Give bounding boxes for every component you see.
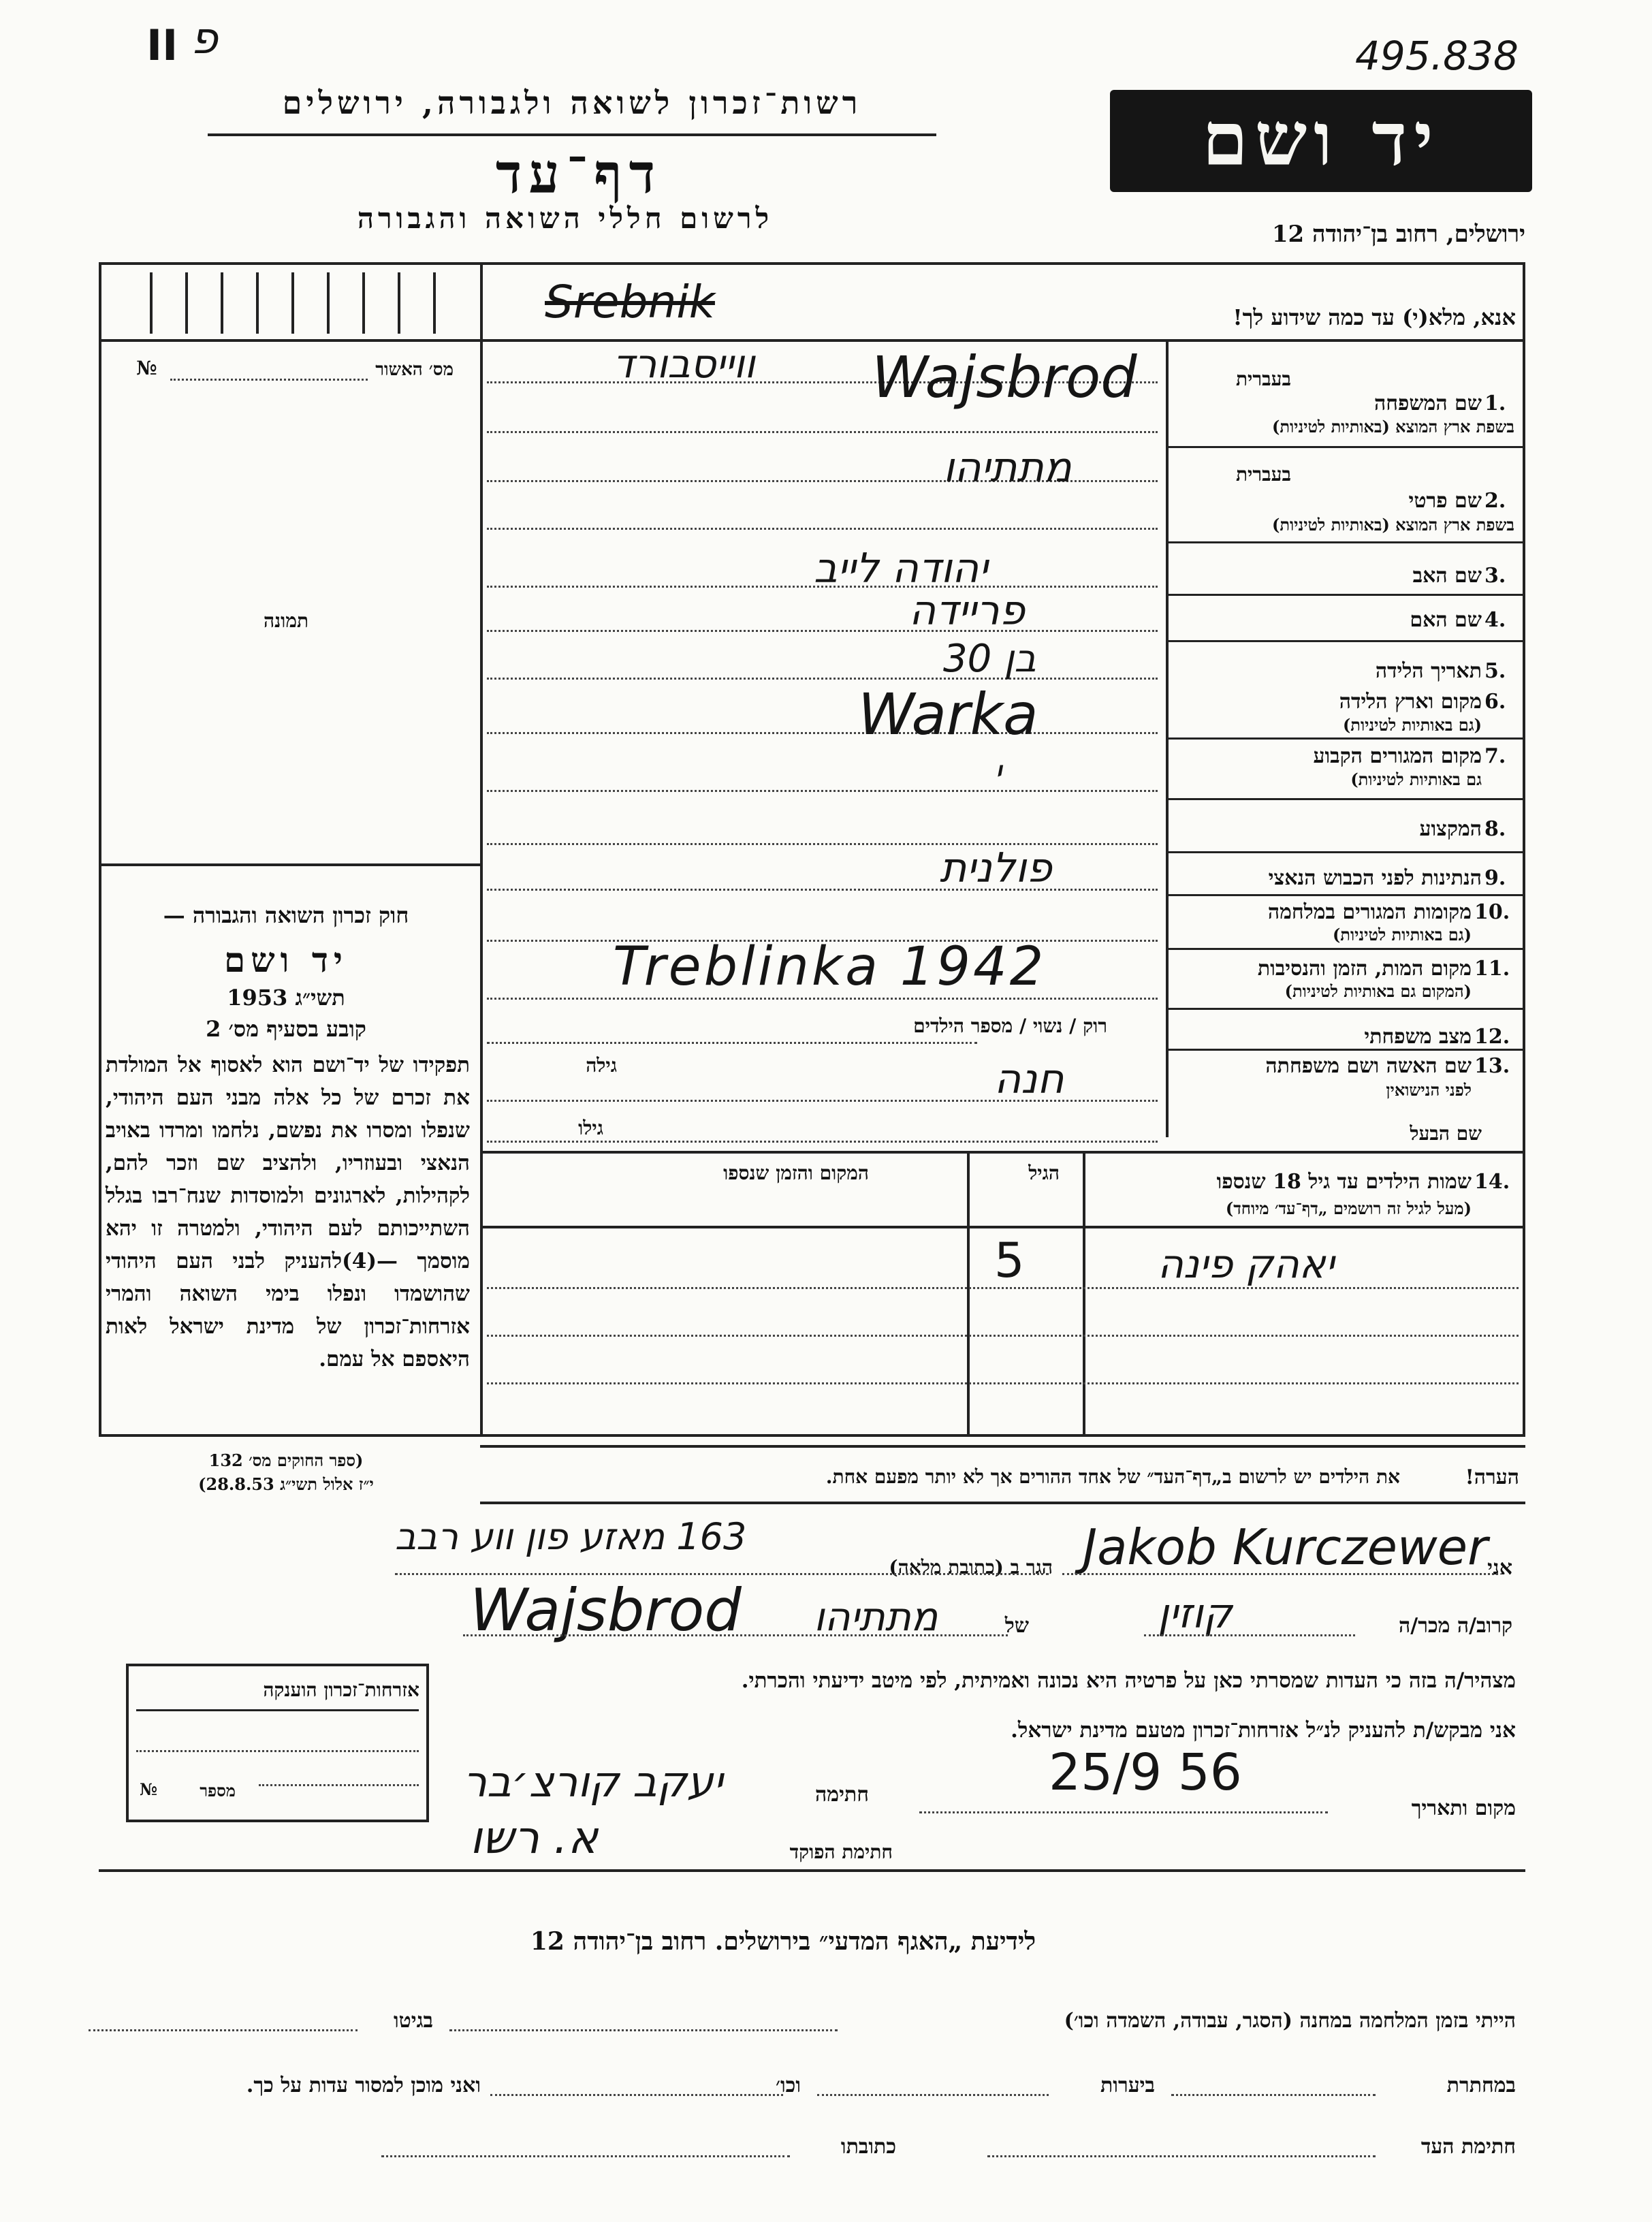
bottom-line1: הייתי בזמן המלחמה במחנה (הסגר, עבודה, השמדה וכו׳) xyxy=(1064,2009,1516,2033)
answer-line-husband[interactable] xyxy=(487,1141,1158,1143)
child-age: 5 xyxy=(994,1233,1025,1288)
bottom-etc: וכו׳ xyxy=(776,2074,801,2097)
law-text: תפקידו של יד־ושם הוא לאסוף אל המולדת את זכרם של כל אלה מבני העם היהודי, שנפלו ומסרו את נפשם, נלחמו ומרדו באויב הנאצי ובעוזריו, ולהציב שם וזכר להם, לקהילות, לארגונים ולמוסדות שנח־רבו בגלל השתייכותם לעם היהודי, ולמטרה זו יהא מוסמך —(4)להעניק לבני העם היהודי שהושמדו ונפלו בימי השואה והמרי אזרחות־זכרון של מדינת ישראל לאות היאספם אל עמם. xyxy=(106,1053,470,1371)
f4-bottom xyxy=(1169,640,1525,642)
f13-wife-age-label: גילה xyxy=(586,1054,617,1077)
bottom-underground-field[interactable] xyxy=(1171,2094,1376,2096)
answer-mother: פריידה xyxy=(909,587,1026,635)
law-reference-1: (ספר החוקים מס׳ 132 xyxy=(208,1450,364,1470)
officer-hand: א. רשו xyxy=(470,1811,599,1864)
f6-bottom xyxy=(1169,737,1525,740)
form-subtitle: לרשום חללי השואה והגבורה xyxy=(357,202,774,235)
f10-bottom xyxy=(1169,948,1525,950)
of-name-lat: Wajsbrod xyxy=(470,1576,742,1645)
answer-residence: י xyxy=(994,752,1002,792)
citizenship-title-underline xyxy=(136,1709,419,1711)
f11-number: 11. xyxy=(1474,957,1510,981)
f1-number: 1. xyxy=(1484,392,1506,415)
answer-line-nationality[interactable] xyxy=(487,889,1158,891)
f13-number: 13. xyxy=(1474,1054,1510,1078)
f6-sub: (גם באותיות לטיניות) xyxy=(1342,715,1482,735)
f2-number: 2. xyxy=(1484,489,1506,513)
children-table-top xyxy=(480,1151,1525,1154)
corner-roman-mark: II xyxy=(146,20,178,70)
answer-line-surname-lat[interactable] xyxy=(487,431,1158,433)
children-col-divider-2 xyxy=(1083,1151,1085,1437)
f2-sub: בשפת ארץ המוצא (באותיות לטיניות) xyxy=(1272,515,1514,535)
bottom-address: כתובתו xyxy=(840,2135,896,2159)
place-date-line[interactable] xyxy=(919,1811,1328,1813)
f2-bottom xyxy=(1169,541,1525,543)
f1-hebrew-tag: בעברית xyxy=(1235,368,1291,390)
children-row-2[interactable] xyxy=(487,1335,1519,1337)
bottom-underground: במחתרת xyxy=(1446,2074,1516,2097)
answer-line-birth[interactable] xyxy=(487,678,1158,680)
f8-label: המקצוע xyxy=(1419,817,1482,841)
officer-label: חתימת הפוקד xyxy=(789,1841,893,1863)
f7-label: מקום המגורים הקבוע xyxy=(1313,744,1482,768)
f2-label: שם פרטי xyxy=(1408,489,1482,513)
of-name-heb: מתתיהו xyxy=(814,1593,938,1640)
authority-name: רשות־זכרון לשואה ולגבורה, ירושלים xyxy=(282,84,862,121)
answer-line-birthplace[interactable] xyxy=(487,732,1158,734)
note-row-top xyxy=(480,1445,1525,1448)
bottom-line1-field[interactable] xyxy=(449,2029,838,2031)
f10-number: 10. xyxy=(1474,900,1510,924)
f5-label: תאריך הלידה xyxy=(1375,659,1482,683)
col-place-header: המקום והזמן שנספו xyxy=(723,1162,869,1184)
f11-bottom xyxy=(1169,1008,1525,1010)
answer-father: יהודה לייב xyxy=(814,545,988,592)
f3-number: 3. xyxy=(1484,564,1506,588)
citizenship-no-mark: № xyxy=(140,1779,158,1799)
bottom-witness-signature-field[interactable] xyxy=(987,2155,1376,2157)
f13-label: שם האשה ושם משפחתה xyxy=(1265,1054,1472,1078)
husband-label: שם הבעל xyxy=(1410,1122,1482,1145)
f11-sub: (המקום גם באותיות לטיניות) xyxy=(1284,981,1472,1001)
declaration-ani: אני xyxy=(1487,1556,1512,1580)
approval-number-line[interactable] xyxy=(170,379,368,381)
answer-firstname-heb: מתתיהו xyxy=(943,444,1072,492)
corner-pei-mark: פ xyxy=(191,14,218,64)
bottom-etc-field[interactable] xyxy=(490,2094,783,2096)
bottom-heading: לידיעת „האגף המדעי״ בירושלים. רחוב בן־יהודה 12 xyxy=(530,1927,1036,1956)
f12-label: מצב משפחתי xyxy=(1364,1025,1472,1049)
f5-number: 5. xyxy=(1484,659,1506,683)
witness-name: Jakob Kurczewer xyxy=(1083,1519,1488,1576)
photo-area-bottom xyxy=(99,863,481,866)
answer-surname-lat: Wajsbrod xyxy=(872,344,1137,411)
f13-sub: לפני הנישואין xyxy=(1386,1080,1472,1100)
answer-line-firstname-lat[interactable] xyxy=(487,528,1158,530)
f14-number: 14. xyxy=(1474,1170,1510,1194)
logo-text: יד ושם xyxy=(1202,97,1440,182)
answer-line-residence[interactable] xyxy=(487,790,1158,792)
bottom-witness-signature: חתימת העד xyxy=(1420,2135,1516,2159)
of-label: של xyxy=(1004,1614,1029,1638)
f4-number: 4. xyxy=(1484,608,1506,632)
witness-name-line[interactable] xyxy=(1062,1573,1498,1575)
fill-prompt: אנא, מלא(י) עד כמה שידוע לך! xyxy=(1233,304,1516,330)
crossed-surname: Srebnik xyxy=(545,276,715,328)
answer-line-mother[interactable] xyxy=(487,630,1158,632)
approval-no-mark: № xyxy=(136,357,157,379)
answer-birthplace: Warka xyxy=(858,681,1038,748)
answer-death: Treblinka 1942 xyxy=(613,936,1047,998)
citizenship-line-2[interactable] xyxy=(259,1784,419,1786)
place-date-label: מקום ותאריך xyxy=(1411,1796,1516,1820)
of-name-line[interactable] xyxy=(463,1634,1008,1636)
law-year: תשי״ג 1953 xyxy=(227,985,345,1011)
approval-number-label: מס׳ האשור xyxy=(375,360,454,380)
header-address: ירושלים, רחוב בן־יהודה 12 xyxy=(1271,221,1525,248)
f4-label: שם האם xyxy=(1410,608,1482,632)
bottom-ghetto-field[interactable] xyxy=(89,2029,358,2031)
law-title: חוק זכרון השואה והגבורה — xyxy=(163,902,409,928)
f6-number: 6. xyxy=(1484,690,1506,714)
husband-age-label: גילו xyxy=(578,1117,603,1139)
answer-nationality: פולנית xyxy=(940,844,1052,892)
answer-line-profession[interactable] xyxy=(487,843,1158,845)
law-clause: קובע בסעיף מס׳ 2 xyxy=(206,1016,366,1042)
f12-options: רוק / נשוי / מספר הילדים xyxy=(913,1015,1107,1037)
request-text: אני מבקש/ת להעניק לנ״ל אזרחות־זכרון מטעם מדינת ישראל. xyxy=(1011,1718,1516,1743)
relation-hand: קוזין xyxy=(1158,1590,1233,1638)
address-line[interactable] xyxy=(395,1573,1049,1575)
f1-sub: בשפת ארץ המוצא (באותיות לטיניות) xyxy=(1272,417,1514,437)
residing-label: הגר ב (כתובת מלאה) xyxy=(889,1556,1053,1578)
answer-line-family-status[interactable] xyxy=(487,1042,977,1044)
law-reference-2: י״ז אלול תשי״ג 28.8.53) xyxy=(198,1474,374,1494)
answer-line-death[interactable] xyxy=(487,998,1158,1000)
f3-bottom xyxy=(1169,594,1525,596)
f7-sub: גם באותיות לטיניות) xyxy=(1350,769,1482,789)
answer-surname-heb: ווייסבורד xyxy=(613,340,755,387)
form-title: דף־עד xyxy=(495,142,663,206)
f3-label: שם האב xyxy=(1412,564,1482,588)
date-hand: 25/9 56 xyxy=(1049,1743,1242,1802)
f10-label: מקומות המגורים במלחמה xyxy=(1267,900,1472,924)
bottom-address-field[interactable] xyxy=(381,2155,790,2157)
f10-sub: (גם באותיות לטיניות) xyxy=(1332,925,1472,945)
citizenship-box-title: אזרחות־זכרון הוענקה xyxy=(263,1679,419,1701)
f14-label: שמות הילדים עד גיל 18 שנספו xyxy=(1216,1170,1472,1194)
f12-number: 12. xyxy=(1474,1025,1510,1049)
answer-wife: חנה xyxy=(994,1056,1064,1103)
children-col-divider-1 xyxy=(967,1151,970,1437)
authority-underline xyxy=(208,133,936,136)
f9-number: 9. xyxy=(1484,866,1506,890)
photo-label: תמונה xyxy=(263,609,309,632)
f9-bottom xyxy=(1169,894,1525,896)
bottom-forests: ביערות xyxy=(1100,2074,1155,2097)
children-row-3[interactable] xyxy=(487,1382,1519,1384)
f1-bottom xyxy=(1169,446,1525,448)
col-age-header: הגיל xyxy=(1028,1162,1060,1184)
label-column-divider xyxy=(1166,342,1169,1137)
f8-bottom xyxy=(1169,851,1525,853)
f2-hebrew-tag: בעברית xyxy=(1235,463,1291,486)
note-text: את הילדים יש לרשום ב„דף־העד״ של אחד ההורים אך לא יותר מפעם אחת. xyxy=(825,1465,1400,1488)
side-column-divider xyxy=(480,262,483,1437)
yad-vashem-logo xyxy=(1110,90,1532,192)
answer-birth: בן 30 xyxy=(943,637,1036,681)
note-row-bottom xyxy=(480,1502,1525,1504)
relative-label: קרוב/ה מכר/ה xyxy=(1399,1614,1512,1638)
child-name: יאהק פינה xyxy=(1158,1241,1335,1287)
citizenship-line-1[interactable] xyxy=(136,1750,419,1752)
f14-sub: (מעל לגיל זה רושמים „דף־עד׳ מיוחד) xyxy=(1225,1199,1472,1218)
f7-number: 7. xyxy=(1484,744,1506,768)
signature-label: חתימה xyxy=(815,1783,869,1807)
f9-label: הנתינות לפני הכבוש הנאצי xyxy=(1268,866,1482,890)
signature-hand: יעקב קורצ׳בר xyxy=(463,1757,723,1807)
f6-label: מקום וארץ הלידה xyxy=(1339,690,1482,714)
relation-line[interactable] xyxy=(1144,1634,1355,1636)
f8-number: 8. xyxy=(1484,817,1506,841)
f7-bottom xyxy=(1169,798,1525,800)
archive-number: 495.838 xyxy=(1355,33,1519,79)
bottom-line1-end: בגיטו xyxy=(393,2009,433,2033)
witness-address: 163 מאזע פון ווע רבב xyxy=(395,1515,747,1558)
bottom-forests-field[interactable] xyxy=(817,2094,1049,2096)
citizenship-number-label: מספר xyxy=(200,1781,236,1800)
f11-label: מקום המות, הזמן והנסיבות xyxy=(1257,957,1472,981)
approval-row-bottom xyxy=(99,339,481,342)
bottom-willing: ואני מוכן למסור עדות על כך. xyxy=(246,2074,481,2097)
law-name: יד ושם xyxy=(224,940,348,980)
declaration-text: מצהיר/ה בזה כי העדות שמסרתי כאן על פרטיה היא נכונה ואמיתית, לפי מיטב ידיעתי והכרתי. xyxy=(741,1668,1516,1693)
bottom-section-rule xyxy=(99,1869,1525,1872)
note-label: הערה! xyxy=(1465,1465,1519,1489)
f1-label: שם המשפחה xyxy=(1373,392,1482,415)
approval-cells xyxy=(150,272,470,334)
f12-bottom xyxy=(1169,1049,1525,1051)
children-header-bottom xyxy=(480,1226,1525,1228)
